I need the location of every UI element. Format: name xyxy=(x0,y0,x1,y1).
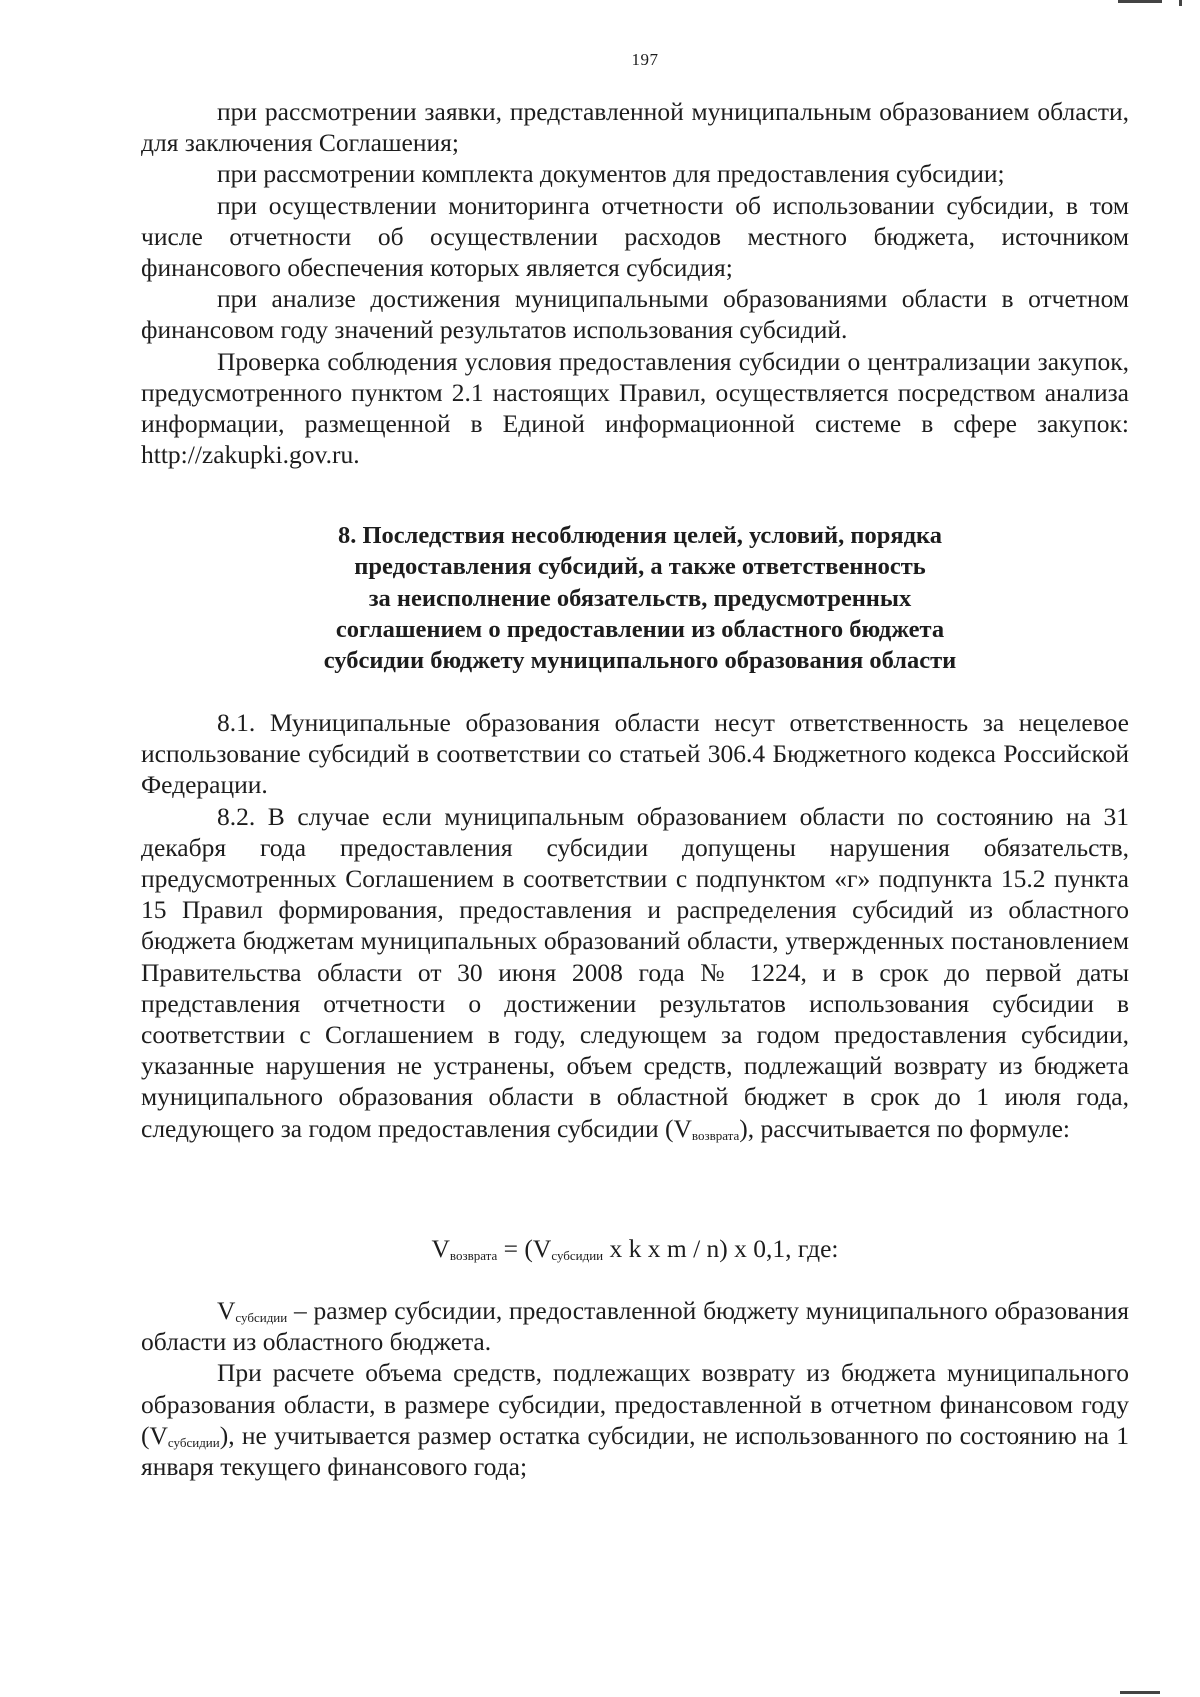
paragraph: Проверка соблюдения условия предоставления субсидии о централизации закупок, предусмотренного пунктом 2.1 настоящих Правил, осуществляется посредством анализа информации, размещенной в Единой информационной системе в сфере закупок: http://zakupki.gov.ru. xyxy=(141,346,1129,470)
subscript: субсидии xyxy=(167,1434,220,1450)
section-8-clauses xyxy=(141,707,1129,1144)
heading-line: 8. Последствия несоблюдения целей, условий, порядка xyxy=(337,522,943,549)
clause-8-2-text: 8.2. В случае если муниципальным образованием области по состоянию на 31 декабря года предоставления субсидии допущены нарушения обязательств, предусмотренных Соглашением в соответствии с подпунктом «г» подпункта 15.2 пункта 15 Правил формирования, предоставления и распределения субсидий из областного бюджета бюджетам муниципальных образований области, утвержденных постановлением Правительства области от 30 июня 2008 года № 1224, и в срок до первой даты представления отчетности о достижении результатов использования субсидии в соответствии с Соглашением в году, следующем за годом предоставления субсидии, указанные нарушения не устранены, объем средств, подлежащий возврату из бюджета муниципального образования области в областной бюджет в срок до 1 июля года, следующего за годом предоставления субсидии (V xyxy=(141,801,1129,1143)
formula-part: x k x m / n) x 0,1, где: xyxy=(603,1234,839,1263)
heading-line: соглашением о предоставлении из областного бюджета xyxy=(335,615,945,643)
clause-8-2-tail: ), рассчитывается по формуле: xyxy=(739,1113,1070,1143)
definition-text: – размер субсидии, предоставленной бюджету муниципального образования области из областного бюджета. xyxy=(141,1296,1129,1357)
note-text: ), не учитывается размер остатка субсидии, не использованного по состоянию на 1 января текущего финансового года; xyxy=(141,1420,1129,1482)
clause-8-2 xyxy=(141,801,1129,1144)
return-formula xyxy=(0,1232,1200,1266)
formula-symbol: V xyxy=(431,1234,450,1263)
scan-edge-mark xyxy=(1120,1691,1160,1694)
scan-edge-mark xyxy=(1118,0,1162,3)
procedure-list xyxy=(141,96,1129,470)
definition-v-subsidy xyxy=(141,1295,1129,1357)
subscript: возврата xyxy=(449,1248,498,1263)
section-heading xyxy=(200,520,1080,676)
subscript: субсидии xyxy=(551,1248,604,1263)
heading-line: предоставления субсидий, а также ответственность xyxy=(354,553,926,581)
scan-edge-mark xyxy=(1179,0,1182,6)
note-text: При расчете объема средств, подлежащих возврату из бюджета муниципального образования области, в размере субсидии, предоставленной в отчетном финансовом году (V xyxy=(141,1358,1129,1450)
paragraph: при рассмотрении заявки, представленной муниципальным образованием области, для заключения Соглашения; xyxy=(141,97,1129,158)
subscript: возврата xyxy=(691,1127,740,1143)
page-number: 197 xyxy=(631,50,659,69)
paragraph: при рассмотрении комплекта документов для предоставления субсидии; xyxy=(217,159,1005,189)
formula-symbol: V xyxy=(217,1296,236,1325)
calculation-note xyxy=(141,1357,1129,1482)
subscript: субсидии xyxy=(235,1310,288,1325)
paragraph: при анализе достижения муниципальными образованиями области в отчетном финансовом году значений результатов использования субсидий. xyxy=(141,284,1129,345)
formula-part: = (V xyxy=(497,1234,552,1263)
paragraph: при осуществлении мониторинга отчетности об использовании субсидии, в том числе отчетности об осуществлении расходов местного бюджета, источником финансового обеспечения которых является субсидия; xyxy=(141,190,1129,283)
clause-8-1: 8.1. Муниципальные образования области несут ответственность за нецелевое использование субсидий в соответствии со статьей 306.4 Бюджетного кодекса Российской Федерации. xyxy=(141,708,1129,800)
heading-line: за неисполнение обязательств, предусмотренных xyxy=(368,584,912,612)
heading-line: субсидии бюджету муниципального образования области xyxy=(323,647,957,675)
formula-definitions xyxy=(141,1295,1129,1482)
